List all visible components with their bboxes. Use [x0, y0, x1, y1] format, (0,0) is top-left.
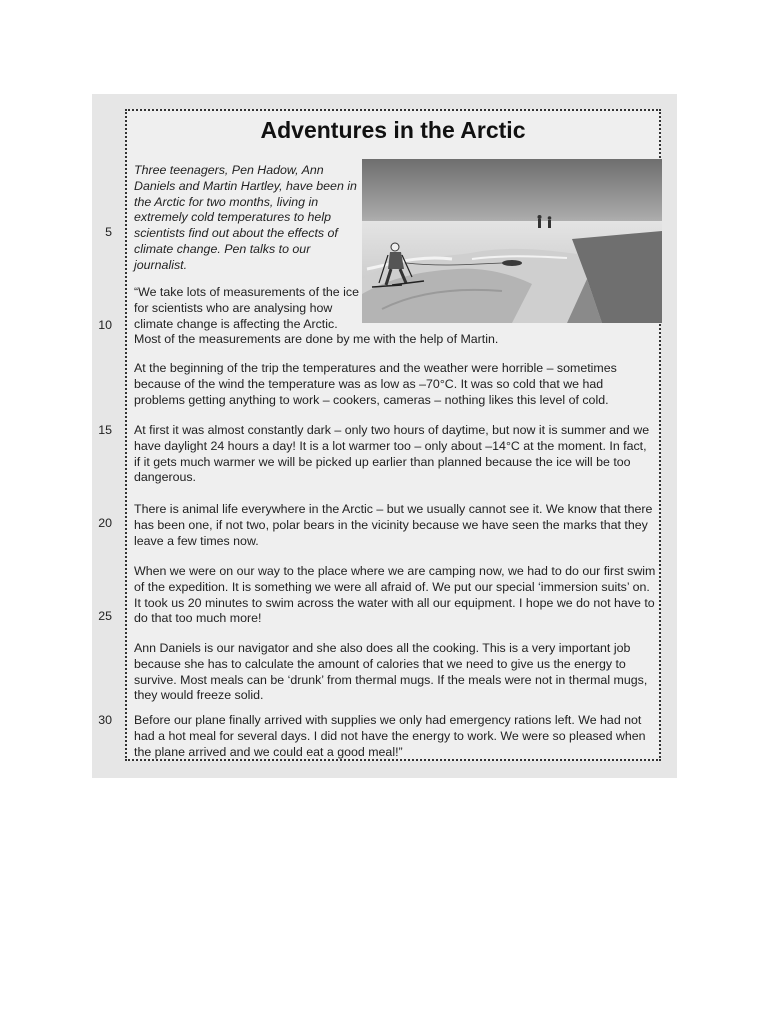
paragraph-1: “We take lots of measurements of the ice for scientists who are analysing how climate change is affecting the Arctic. [134, 285, 359, 331]
line-number: 15 [98, 423, 112, 437]
paragraph-5: When we were on our way to the place where we are camping now, we had to do our first swim of the expedition. It is something we were all afraid of. We put our special ‘immersion suits’ on. It took us 20 minutes to swim across the water with all our equipment. I hope we do not have to do that too much more! [134, 564, 656, 626]
line-number: 25 [98, 609, 112, 623]
article-intro: Three teenagers, Pen Hadow, Ann Daniels and Martin Hartley, have been in the Arctic for two months, living in extremely cold temperatures to help scientists find out about the effects of climate change. Pen talks to our journalist. [134, 163, 357, 272]
paragraph-4: There is animal life everywhere in the Arctic – but we usually cannot see it. We know that there has been one, if not two, polar bears in the vicinity because we have seen the marks that they leave a few times now. [134, 502, 653, 548]
line-number: 10 [98, 318, 112, 332]
line-number: 5 [105, 225, 112, 239]
article-frame [125, 109, 661, 761]
article-title: Adventures in the Arctic [260, 117, 526, 143]
line-number: 20 [98, 516, 112, 530]
paragraph-3: At first it was almost constantly dark – only two hours of daytime, but now it is summer and we have daylight 24 hours a day! It is a lot warmer too – only about –14°C at the moment. In fact, if it gets much warmer we will be picked up earlier than planned because the ice will be too dangerous. [134, 423, 650, 485]
paragraph-2: At the beginning of the trip the temperatures and the weather were horrible – sometimes because of the wind the temperature was as low as –70°C. It was so cold that we had problems getting anything to work – cookers, cameras – nothing likes this level of cold. [134, 361, 617, 407]
paragraph-1-continuation: Most of the measurements are done by me with the help of Martin. [134, 332, 499, 346]
paragraph-6: Ann Daniels is our navigator and she also does all the cooking. This is a very important job because she has to calculate the amount of calories that we need to give us the energy to survive. Most meals can be ‘drunk’ from thermal mugs. If the meals were not in thermal mugs, they would freeze solid. [134, 641, 648, 703]
arctic-expedition-photo [362, 159, 662, 323]
paragraph-7: Before our plane finally arrived with supplies we only had emergency rations left. We had not had a hot meal for several days. I did not have the energy to work. We were so pleased when the plane arrived and we could eat a good meal!” [134, 713, 646, 759]
line-number: 30 [98, 713, 112, 727]
